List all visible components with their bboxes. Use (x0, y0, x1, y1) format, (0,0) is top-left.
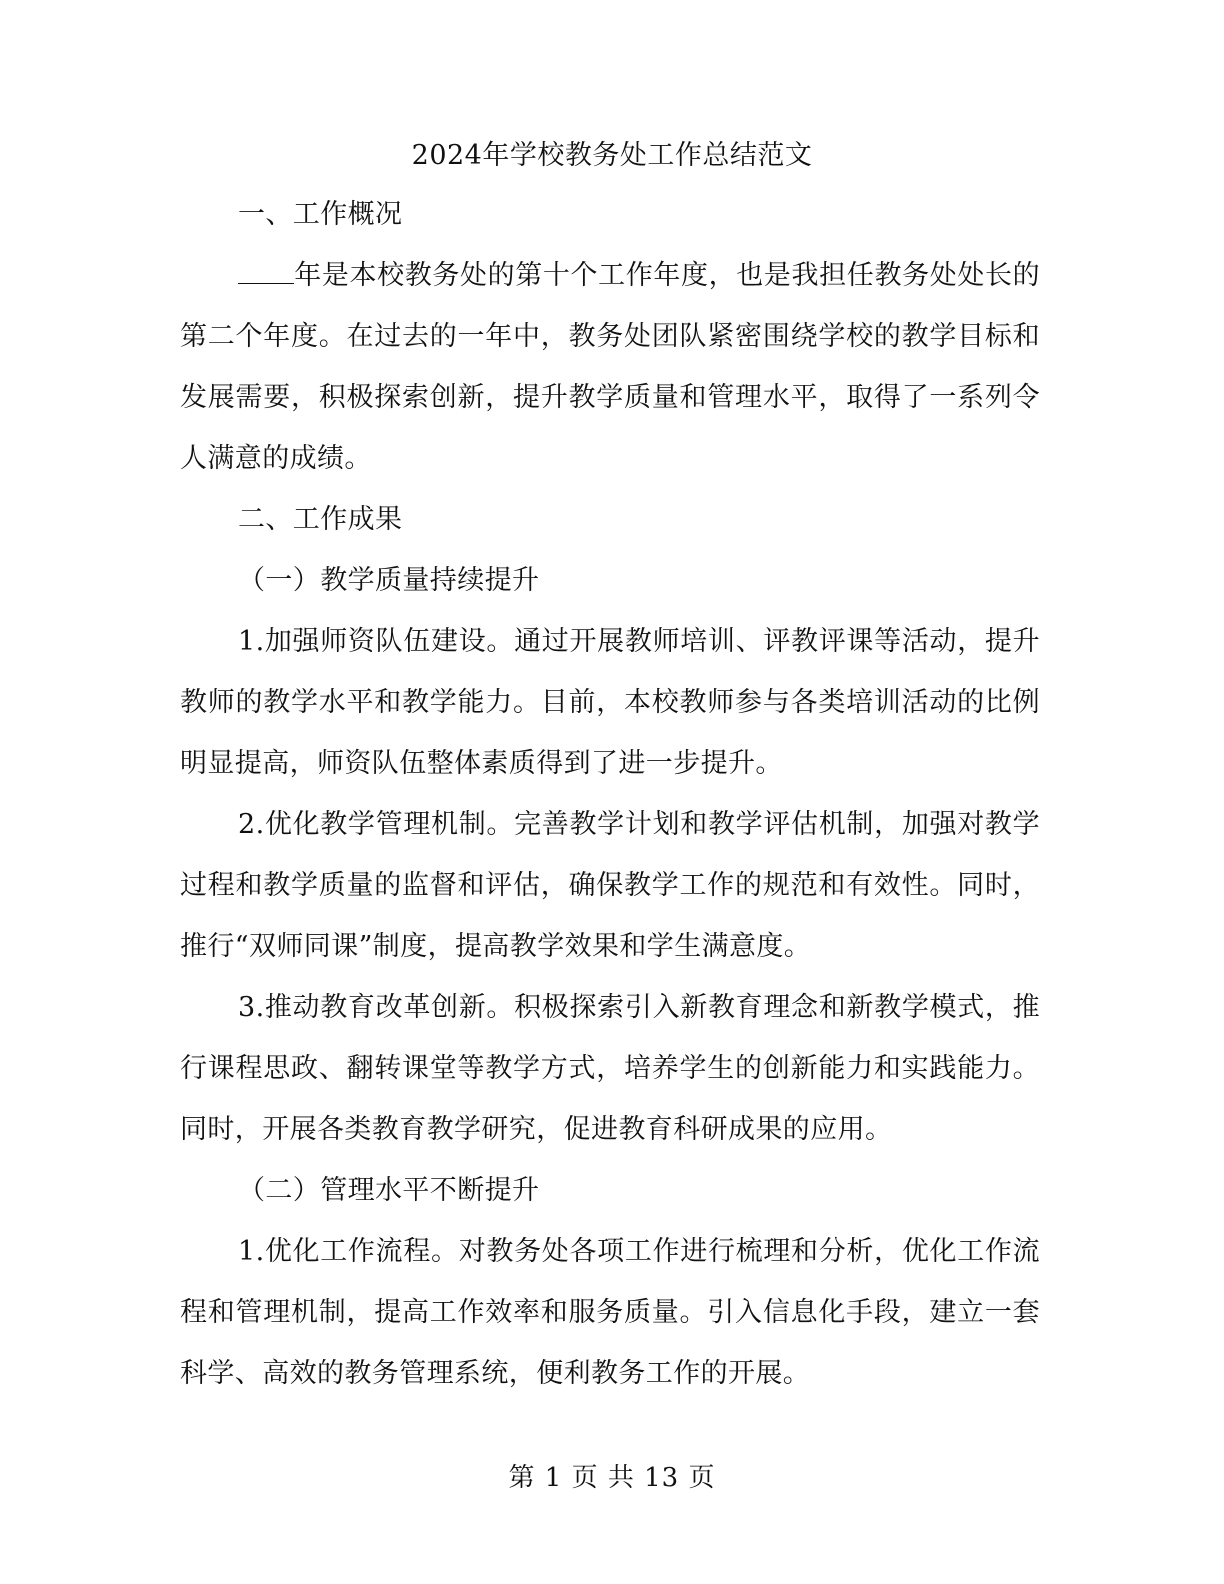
section-1-heading: 一、工作概况 (238, 199, 403, 230)
document-title: 2024年学校教务处工作总结范文 (411, 140, 813, 171)
document-body (180, 184, 1040, 1404)
section-2-sub1-paragraph-2: 2.优化教学管理机制。完善教学计划和教学评估机制，加强对教学过程和教学质量的监督和评估，确保教学工作的规范和有效性。同时，推行“双师同课”制度，提高教学效果和学生满意度。 (180, 809, 1040, 962)
section-1-paragraph-1-text: 年是本校教务处的第十个工作年度，也是我担任教务处处长的第二个年度。在过去的一年中，教务处团队紧密围绕学校的教学目标和发展需要，积极探索创新，提升教学质量和管理水平，取得了一系列令人满意的成绩。 (180, 260, 1040, 474)
section-2-subheading-2: （二）管理水平不断提升 (238, 1175, 540, 1206)
section-2-subheading-1: （一）教学质量持续提升 (238, 565, 540, 596)
section-2-sub2-paragraph-1: 1.优化工作流程。对教务处各项工作进行梳理和分析，优化工作流程和管理机制，提高工作效率和服务质量。引入信息化手段，建立一套科学、高效的教务管理系统，便利教务工作的开展。 (180, 1236, 1040, 1389)
fill-in-blank (238, 261, 294, 284)
section-1-paragraph-1 (180, 245, 1040, 489)
section-2-sub1-paragraph-3: 3.推动教育改革创新。积极探索引入新教育理念和新教学模式，推行课程思政、翻转课堂等教学方式，培养学生的创新能力和实践能力。同时，开展各类教育教学研究，促进教育科研成果的应用。 (180, 992, 1040, 1145)
section-2-sub1-paragraph-1: 1.加强师资队伍建设。通过开展教师培训、评教评课等活动，提升教师的教学水平和教学能力。目前，本校教师参与各类培训活动的比例明显提高，师资队伍整体素质得到了进一步提升。 (180, 626, 1040, 779)
section-2-heading: 二、工作成果 (238, 504, 403, 535)
page-footer: 第 1 页 共 13 页 (508, 1463, 716, 1493)
